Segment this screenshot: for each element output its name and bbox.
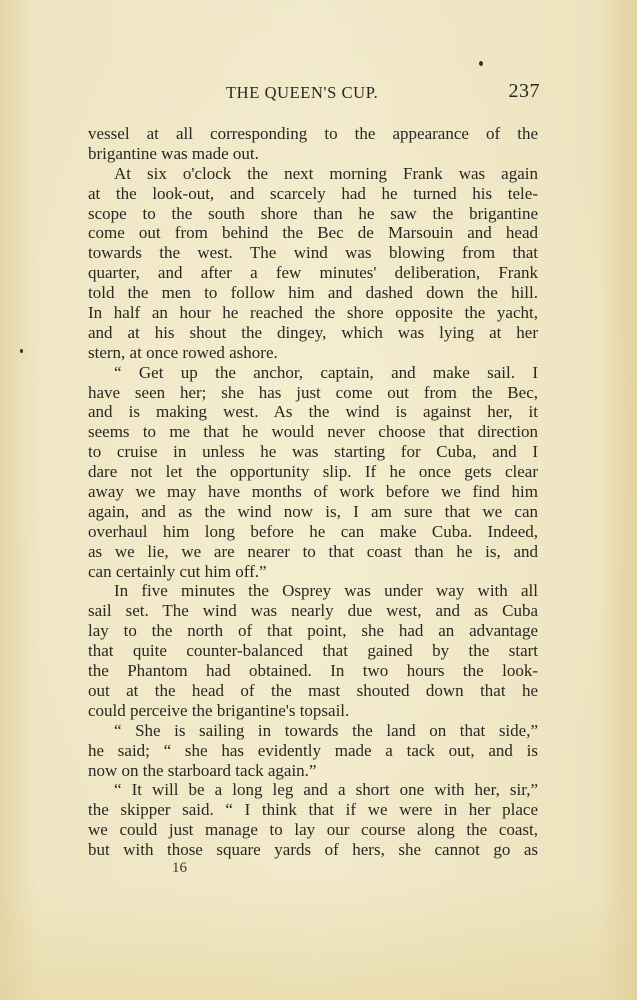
text-line: could perceive the brigantine's topsail. — [88, 700, 350, 720]
signature-mark: 16 — [172, 860, 187, 876]
text-line: brigantine was made out. — [88, 143, 259, 163]
text-line: “ Get up the anchor, captain, and make sail. I — [114, 362, 538, 382]
text-line: the Phantom had obtained. In two hours the look- — [88, 661, 538, 681]
text-line: In five minutes the Osprey was under way with all — [114, 581, 538, 601]
text-line: we could just manage to lay our course along the coast, — [88, 820, 538, 840]
text-line: again, and as the wind now is, I am sure that we can — [88, 501, 538, 521]
body-text — [88, 124, 538, 860]
running-head-title: THE QUEEN'S CUP. — [226, 83, 379, 102]
text-line: but with those square yards of hers, she cannot go as — [88, 840, 538, 860]
text-line: have seen her; she has just come out from the Bec, — [88, 382, 538, 402]
text-line: away we may have months of work before we find him — [88, 482, 538, 502]
text-line: and is making west. As the wind is against her, it — [88, 402, 538, 422]
text-line: towards the west. The wind was blowing from that — [88, 243, 538, 263]
text-line: he said; “ she has evidently made a tack out, and is — [88, 740, 538, 760]
text-line: quarter, and after a few minutes' deliberation, Frank — [88, 263, 538, 283]
text-line: seems to me that he would never choose that direction — [88, 422, 538, 442]
text-line: At six o'clock the next morning Frank was again — [114, 163, 538, 183]
text-line: to cruise in unless he was starting for Cuba, and I — [88, 442, 538, 462]
text-line: lay to the north of that point, she had an advantage — [88, 621, 538, 641]
text-line: “ It will be a long leg and a short one with her, sir,” — [114, 780, 538, 800]
text-line: now on the starboard tack again.” — [88, 760, 317, 780]
text-line: at the look-out, and scarcely had he turned his tele- — [88, 183, 538, 203]
text-line: that quite counter-balanced that gained by the start — [88, 641, 538, 661]
text-line: out at the head of the mast shouted down that he — [88, 680, 538, 700]
page-number: 237 — [508, 80, 540, 102]
text-line: stern, at once rowed ashore. — [88, 342, 278, 362]
text-line: come out from behind the Bec de Marsouin and head — [88, 223, 538, 243]
text-line: dare not let the opportunity slip. If he once gets clear — [88, 462, 538, 482]
text-line: vessel at all corresponding to the appearance of the — [88, 124, 538, 143]
ink-speck — [479, 61, 483, 66]
text-line: told the men to follow him and dashed down the hill. — [88, 283, 538, 303]
text-line: scope to the south shore than he saw the brigantine — [88, 203, 538, 223]
text-line: the skipper said. “ I think that if we were in her place — [88, 800, 538, 820]
text-line: sail set. The wind was nearly due west, and as Cuba — [88, 601, 538, 621]
text-line: can certainly cut him off.” — [88, 561, 267, 581]
running-header — [88, 80, 540, 106]
text-line: and at his shout the dingey, which was lying at her — [88, 322, 538, 342]
text-line: as we lie, we are nearer to that coast than he is, and — [88, 541, 538, 561]
ink-speck — [20, 349, 23, 353]
text-line: “ She is sailing in towards the land on that side,” — [114, 720, 538, 740]
text-line: overhaul him long before he can make Cuba. Indeed, — [88, 521, 538, 541]
text-line: In half an hour he reached the shore opposite the yacht, — [88, 303, 538, 323]
